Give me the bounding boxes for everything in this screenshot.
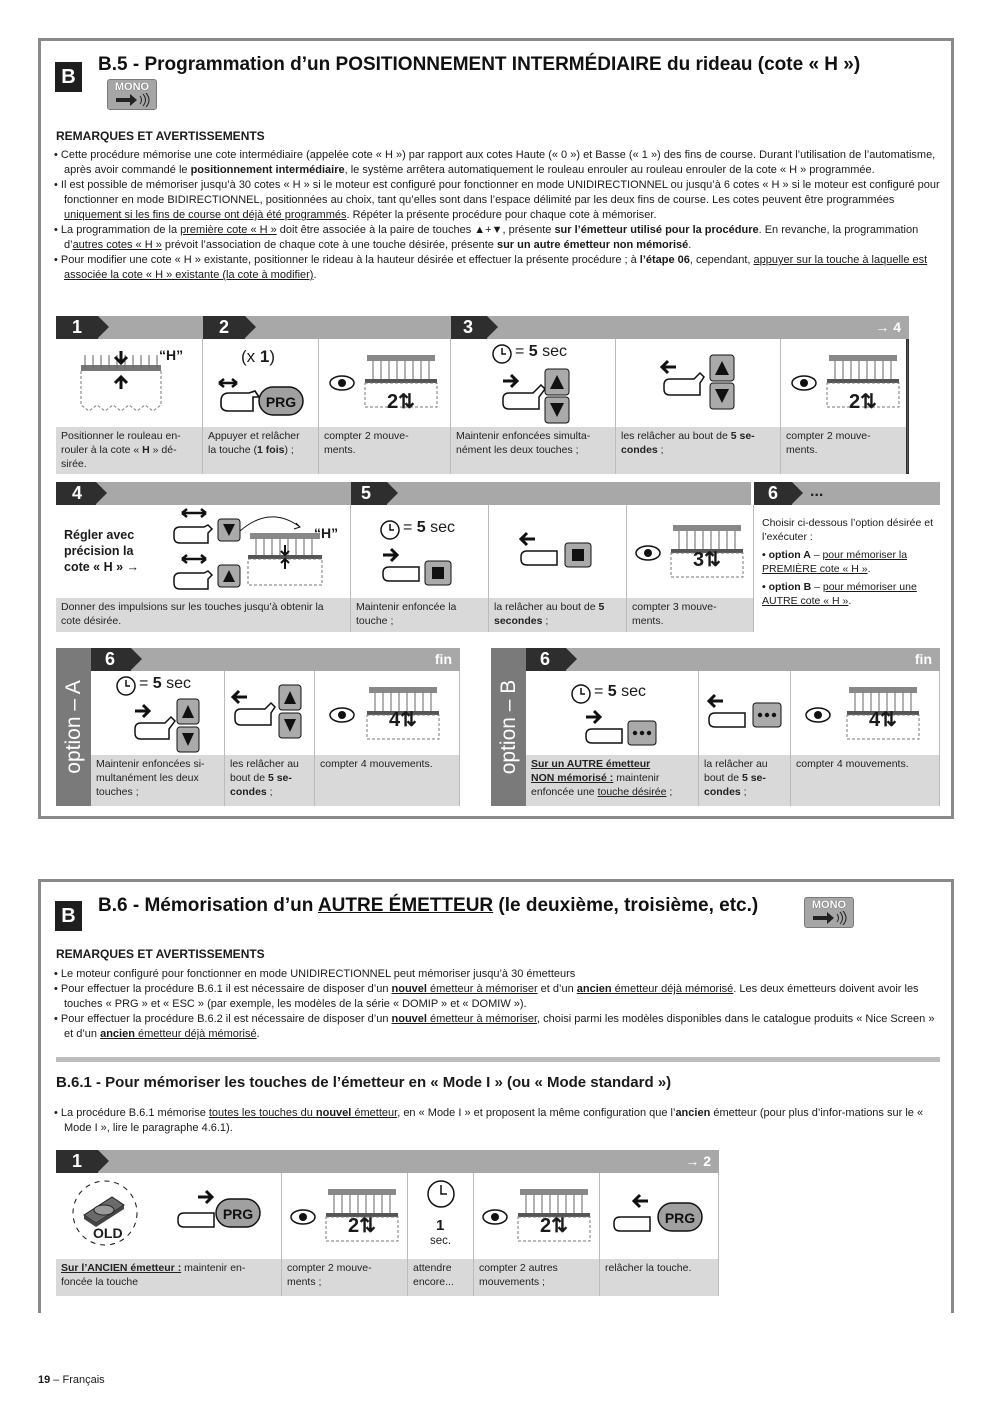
times-one-label: (x 1) bbox=[241, 347, 276, 366]
step-header bbox=[451, 316, 909, 339]
section-b5 bbox=[38, 38, 954, 819]
option-b-hold-image bbox=[526, 671, 699, 755]
step-2-count-caption: compter 2 mouve- ments. bbox=[319, 427, 451, 474]
choose-text: Choisir ci-dessous l’option désirée et l’exécuter : bbox=[762, 517, 933, 543]
count-label: 3⇅ bbox=[693, 549, 721, 571]
count-2-image bbox=[282, 1173, 408, 1259]
old-label: OLD bbox=[93, 1225, 123, 1241]
option-b-count-image bbox=[791, 671, 940, 755]
subsection-note: • La procédure B.6.1 mémorise toutes les touches du nouvel émetteur, en « Mode I » et proposent la même configuration que l’ancien émetteur (pour plus d’infor-mations sur le « Mode I », lire le paragraphe 4.6.1). bbox=[54, 1107, 924, 1134]
step-3-tab: 3 bbox=[451, 316, 487, 339]
step-5-caption: Maintenir enfoncée la touche ; bbox=[351, 598, 489, 632]
step-header bbox=[526, 648, 940, 671]
step-3-release-image bbox=[616, 339, 781, 427]
section-badge: B bbox=[55, 901, 82, 931]
step-1-tab: 1 bbox=[56, 316, 98, 339]
next-step-label: → 4 bbox=[875, 319, 901, 335]
step-5-count-image bbox=[627, 505, 754, 598]
count-label: 2⇅ bbox=[387, 391, 415, 413]
svg-text:PRG: PRG bbox=[664, 1210, 696, 1226]
remark-item: • Pour modifier une cote « H » existante, positionner le rideau à la hauteur désirée et effectuer la présente procédure ; à l’étape 06, cependant, appuyer sur la touche à laquelle est associée la cote « H » existante (la cote à modifier). bbox=[54, 254, 928, 281]
step-separator bbox=[906, 339, 909, 474]
mono-badge: MONO bbox=[804, 897, 854, 928]
adjust-label: Régler avec précision la cote « H » → bbox=[64, 528, 140, 574]
hand-hold-up-down-icon bbox=[499, 365, 579, 427]
option-a-count-image bbox=[315, 671, 460, 755]
hand-release-stop-icon bbox=[517, 531, 607, 575]
step-3-release-caption: les relâcher au bout de 5 se- condes ; bbox=[616, 427, 781, 474]
hand-release-any-key-icon bbox=[705, 693, 789, 737]
remarks-title: REMARQUES ET AVERTISSEMENTS bbox=[56, 947, 265, 961]
step-6-tab: 6 bbox=[526, 648, 566, 671]
step-row-1 bbox=[56, 316, 909, 474]
option-a-side-label: option – A bbox=[56, 648, 91, 806]
timer-label: = 5 sec bbox=[594, 683, 647, 700]
step-header bbox=[754, 482, 940, 505]
count-label: 2⇅ bbox=[540, 1215, 568, 1237]
count-2-again-caption: compter 2 autres mouvements ; bbox=[474, 1259, 600, 1296]
end-label: fin bbox=[434, 651, 452, 667]
step-6-tab: 6 bbox=[754, 482, 792, 505]
count-2-again-image bbox=[474, 1173, 600, 1259]
end-label: fin bbox=[914, 651, 932, 667]
mono-badge: MONO bbox=[107, 79, 157, 110]
hand-release-up-down-icon bbox=[231, 683, 311, 743]
eye-icon bbox=[791, 375, 817, 391]
option-b-panel bbox=[491, 648, 940, 806]
option-b-text: • option B – pour mémoriser une AUTRE cote « H ». bbox=[762, 581, 917, 607]
remark-item: • Pour effectuer la procédure B.6.1 il est nécessaire de disposer d’un nouvel émetteur à mémoriser et d’un ancien émetteur déjà mémorisé. Les deux émetteurs doivent avoir les touches « PRG » et « ESC » (par exemple, les modèles de la série « DOMIP » et « DOMIW »). bbox=[54, 983, 919, 1010]
hand-hold-stop-icon bbox=[379, 547, 469, 587]
step-header bbox=[56, 1150, 719, 1173]
timer-label: = 5 sec bbox=[515, 343, 568, 360]
step-4-tab: 4 bbox=[56, 482, 96, 505]
step-row-2 bbox=[56, 482, 940, 632]
timer-icon bbox=[115, 675, 137, 697]
remark-item: • Cette procédure mémorise une cote intermédiaire (appelée cote « H ») par rapport aux cotes Haute (« 0 ») et Basse (« 1 ») des fins de course. Durant l’utilisation de l’automatisme, après avoir commandé le positionnement intermédiaire, le système arrêtera automatiquement le rouleau enrouler au rouleau enrouler de la cote « H » programmée. bbox=[54, 149, 936, 176]
step-header bbox=[203, 316, 465, 339]
eye-icon bbox=[805, 707, 831, 723]
step-3-caption: Maintenir enfoncées simulta- nément les deux touches ; bbox=[451, 427, 616, 474]
next-step-label: → 2 bbox=[685, 1153, 711, 1169]
option-a-hold-image bbox=[91, 671, 225, 755]
section-badge: B bbox=[55, 62, 82, 92]
hand-press-prg-icon bbox=[213, 371, 313, 421]
eye-icon bbox=[329, 707, 355, 723]
release-caption: relâcher la touche. bbox=[600, 1259, 719, 1296]
hand-release-prg-icon bbox=[608, 1193, 708, 1241]
remarks-title: REMARQUES ET AVERTISSEMENTS bbox=[56, 129, 265, 143]
option-b-release-image bbox=[699, 671, 791, 755]
step-5-release-caption: la relâcher au bout de 5 secondes ; bbox=[489, 598, 627, 632]
remark-item: • La programmation de la première cote « H » doit être associée à la paire de touches ▲+▼, présente sur l’émetteur utilisé pour la procédure. En revanche, la programmation d’autres cotes « H » prévoit l’association de chaque cote à une touche désirée, présente sur un autre émetteur non mémorisé. bbox=[54, 224, 919, 251]
svg-text:PRG: PRG bbox=[265, 394, 297, 410]
step-5-release-image bbox=[489, 505, 627, 598]
step-1-caption: Positionner le rouleau en- rouler à la cote « H » dé- sirée. bbox=[56, 427, 203, 474]
step-header bbox=[91, 648, 460, 671]
h-label: “H” bbox=[159, 347, 184, 363]
hand-release-up-down-icon bbox=[660, 351, 740, 413]
wait-seconds: 1 bbox=[436, 1217, 445, 1234]
ellipsis-label: ... bbox=[810, 483, 824, 500]
step-header bbox=[351, 482, 751, 505]
subsection-title: B.6.1 - Pour mémoriser les touches de l’émetteur en « Mode I » (ou « Mode standard ») bbox=[56, 1074, 672, 1091]
step-row-b61 bbox=[56, 1150, 719, 1296]
timer-label: = 5 sec bbox=[139, 675, 192, 692]
step-6-tab: 6 bbox=[91, 648, 131, 671]
hand-hold-up-down-icon bbox=[131, 697, 211, 755]
step-4-image bbox=[56, 505, 351, 598]
remarks-list bbox=[54, 148, 942, 283]
timer-icon bbox=[379, 519, 401, 541]
timer-icon bbox=[426, 1179, 456, 1209]
step-2-tab: 2 bbox=[203, 316, 245, 339]
h-label: “H” bbox=[314, 525, 339, 541]
step-1-image bbox=[56, 339, 203, 427]
remark-item: • Pour effectuer la procédure B.6.2 il est nécessaire de disposer d’un nouvel émetteur à mémoriser, choisi parmi les modèles disponibles dans le catalogue produits « Nice Screen » et d’un ancien émetteur déjà mémorisé. bbox=[54, 1013, 935, 1040]
count-label: 2⇅ bbox=[348, 1215, 376, 1237]
remark-item: • Le moteur configuré pour fonctionner en mode UNIDIRECTIONNEL peut mémoriser jusqu’à 30 émetteurs bbox=[54, 968, 576, 980]
count-label: 2⇅ bbox=[849, 391, 877, 413]
option-a-text: • option A – pour mémoriser la PREMIÈRE cote « H ». bbox=[762, 549, 908, 575]
eye-icon bbox=[482, 1209, 508, 1225]
section-title: B.5 - Programmation d’un POSITIONNEMENT INTERMÉDIAIRE du rideau (cote « H ») bbox=[98, 54, 861, 75]
eye-icon bbox=[290, 1209, 316, 1225]
option-b-hold-caption: Sur un AUTRE émetteur NON mémorisé : maintenir enfoncée une touche désirée ; bbox=[526, 755, 699, 806]
step-2-image bbox=[203, 339, 319, 427]
step-2-count-image bbox=[319, 339, 451, 427]
eye-icon bbox=[635, 545, 661, 561]
timer-icon bbox=[570, 683, 592, 705]
step-3-count-image bbox=[781, 339, 909, 427]
section-title: B.6 - Mémorisation d’un AUTRE ÉMETTEUR (le deuxième, troisième, etc.) bbox=[98, 895, 759, 916]
count-2-caption: compter 2 mouve- ments ; bbox=[282, 1259, 408, 1296]
old-remote-caption: Sur l’ANCIEN émetteur : maintenir en- foncée la touche bbox=[56, 1259, 282, 1296]
old-remote-image bbox=[56, 1173, 282, 1259]
option-a-count-caption: compter 4 mouvements. bbox=[315, 755, 460, 806]
option-a-release-image bbox=[225, 671, 315, 755]
step-3-image bbox=[451, 339, 616, 427]
option-b-count-caption: compter 4 mouvements. bbox=[791, 755, 940, 806]
count-label: 4⇅ bbox=[869, 709, 897, 731]
count-label: 4⇅ bbox=[389, 709, 417, 731]
step-1-tab: 1 bbox=[56, 1150, 98, 1173]
step-5-tab: 5 bbox=[351, 482, 387, 505]
step-2-caption: Appuyer et relâcher la touche (1 fois) ; bbox=[203, 427, 319, 474]
option-a-panel bbox=[56, 648, 460, 806]
wait-image bbox=[408, 1173, 474, 1259]
hand-hold-prg-icon bbox=[172, 1189, 272, 1237]
release-prg-image bbox=[600, 1173, 719, 1259]
svg-text:PRG: PRG bbox=[222, 1206, 254, 1222]
step-5-image bbox=[351, 505, 489, 598]
option-a-release-caption: les relâcher au bout de 5 se- condes ; bbox=[225, 755, 315, 806]
section-divider bbox=[56, 1057, 940, 1062]
remarks-list bbox=[54, 967, 942, 1042]
remark-item: • Il est possible de mémoriser jusqu’à 30 cotes « H » si le moteur est configuré pour fonctionner en mode UNIDIRECTIONNEL ou jusqu’à 6 cotes « H » si le moteur est configuré pour fonctionner en mode BIDIRECTIONNEL, positionnées au choix, tant qu’elles sont dans l’espace délimité par les deux fins de course. Les cotes peuvent être programmées uniquement si les fins de course ont déjà été programmés. Répéter la présente procédure pour chaque cote à mémoriser. bbox=[54, 179, 940, 221]
section-b6 bbox=[38, 879, 954, 1313]
page-footer: 19 – Français bbox=[38, 1374, 105, 1386]
timer-label: = 5 sec bbox=[403, 519, 456, 536]
hand-hold-any-key-icon bbox=[582, 709, 672, 749]
wait-unit: sec. bbox=[430, 1235, 452, 1247]
eye-icon bbox=[329, 375, 355, 391]
step-3-count-caption: compter 2 mouve- ments. bbox=[781, 427, 909, 474]
step-6-instructions bbox=[762, 516, 942, 608]
curtain-adjust-icon bbox=[236, 511, 339, 591]
option-b-release-caption: la relâcher au bout de 5 se- condes ; bbox=[699, 755, 791, 806]
step-header bbox=[56, 482, 351, 505]
step-5-count-caption: compter 3 mouve- ments. bbox=[627, 598, 754, 632]
option-a-hold-caption: Maintenir enfoncées si- multanément les deux touches ; bbox=[91, 755, 225, 806]
timer-icon bbox=[491, 343, 513, 365]
wait-caption: attendre encore... bbox=[408, 1259, 474, 1296]
step-4-caption: Donner des impulsions sur les touches jusqu’à obtenir la cote désirée. bbox=[56, 598, 351, 632]
option-b-side-label: option – B bbox=[491, 648, 526, 806]
